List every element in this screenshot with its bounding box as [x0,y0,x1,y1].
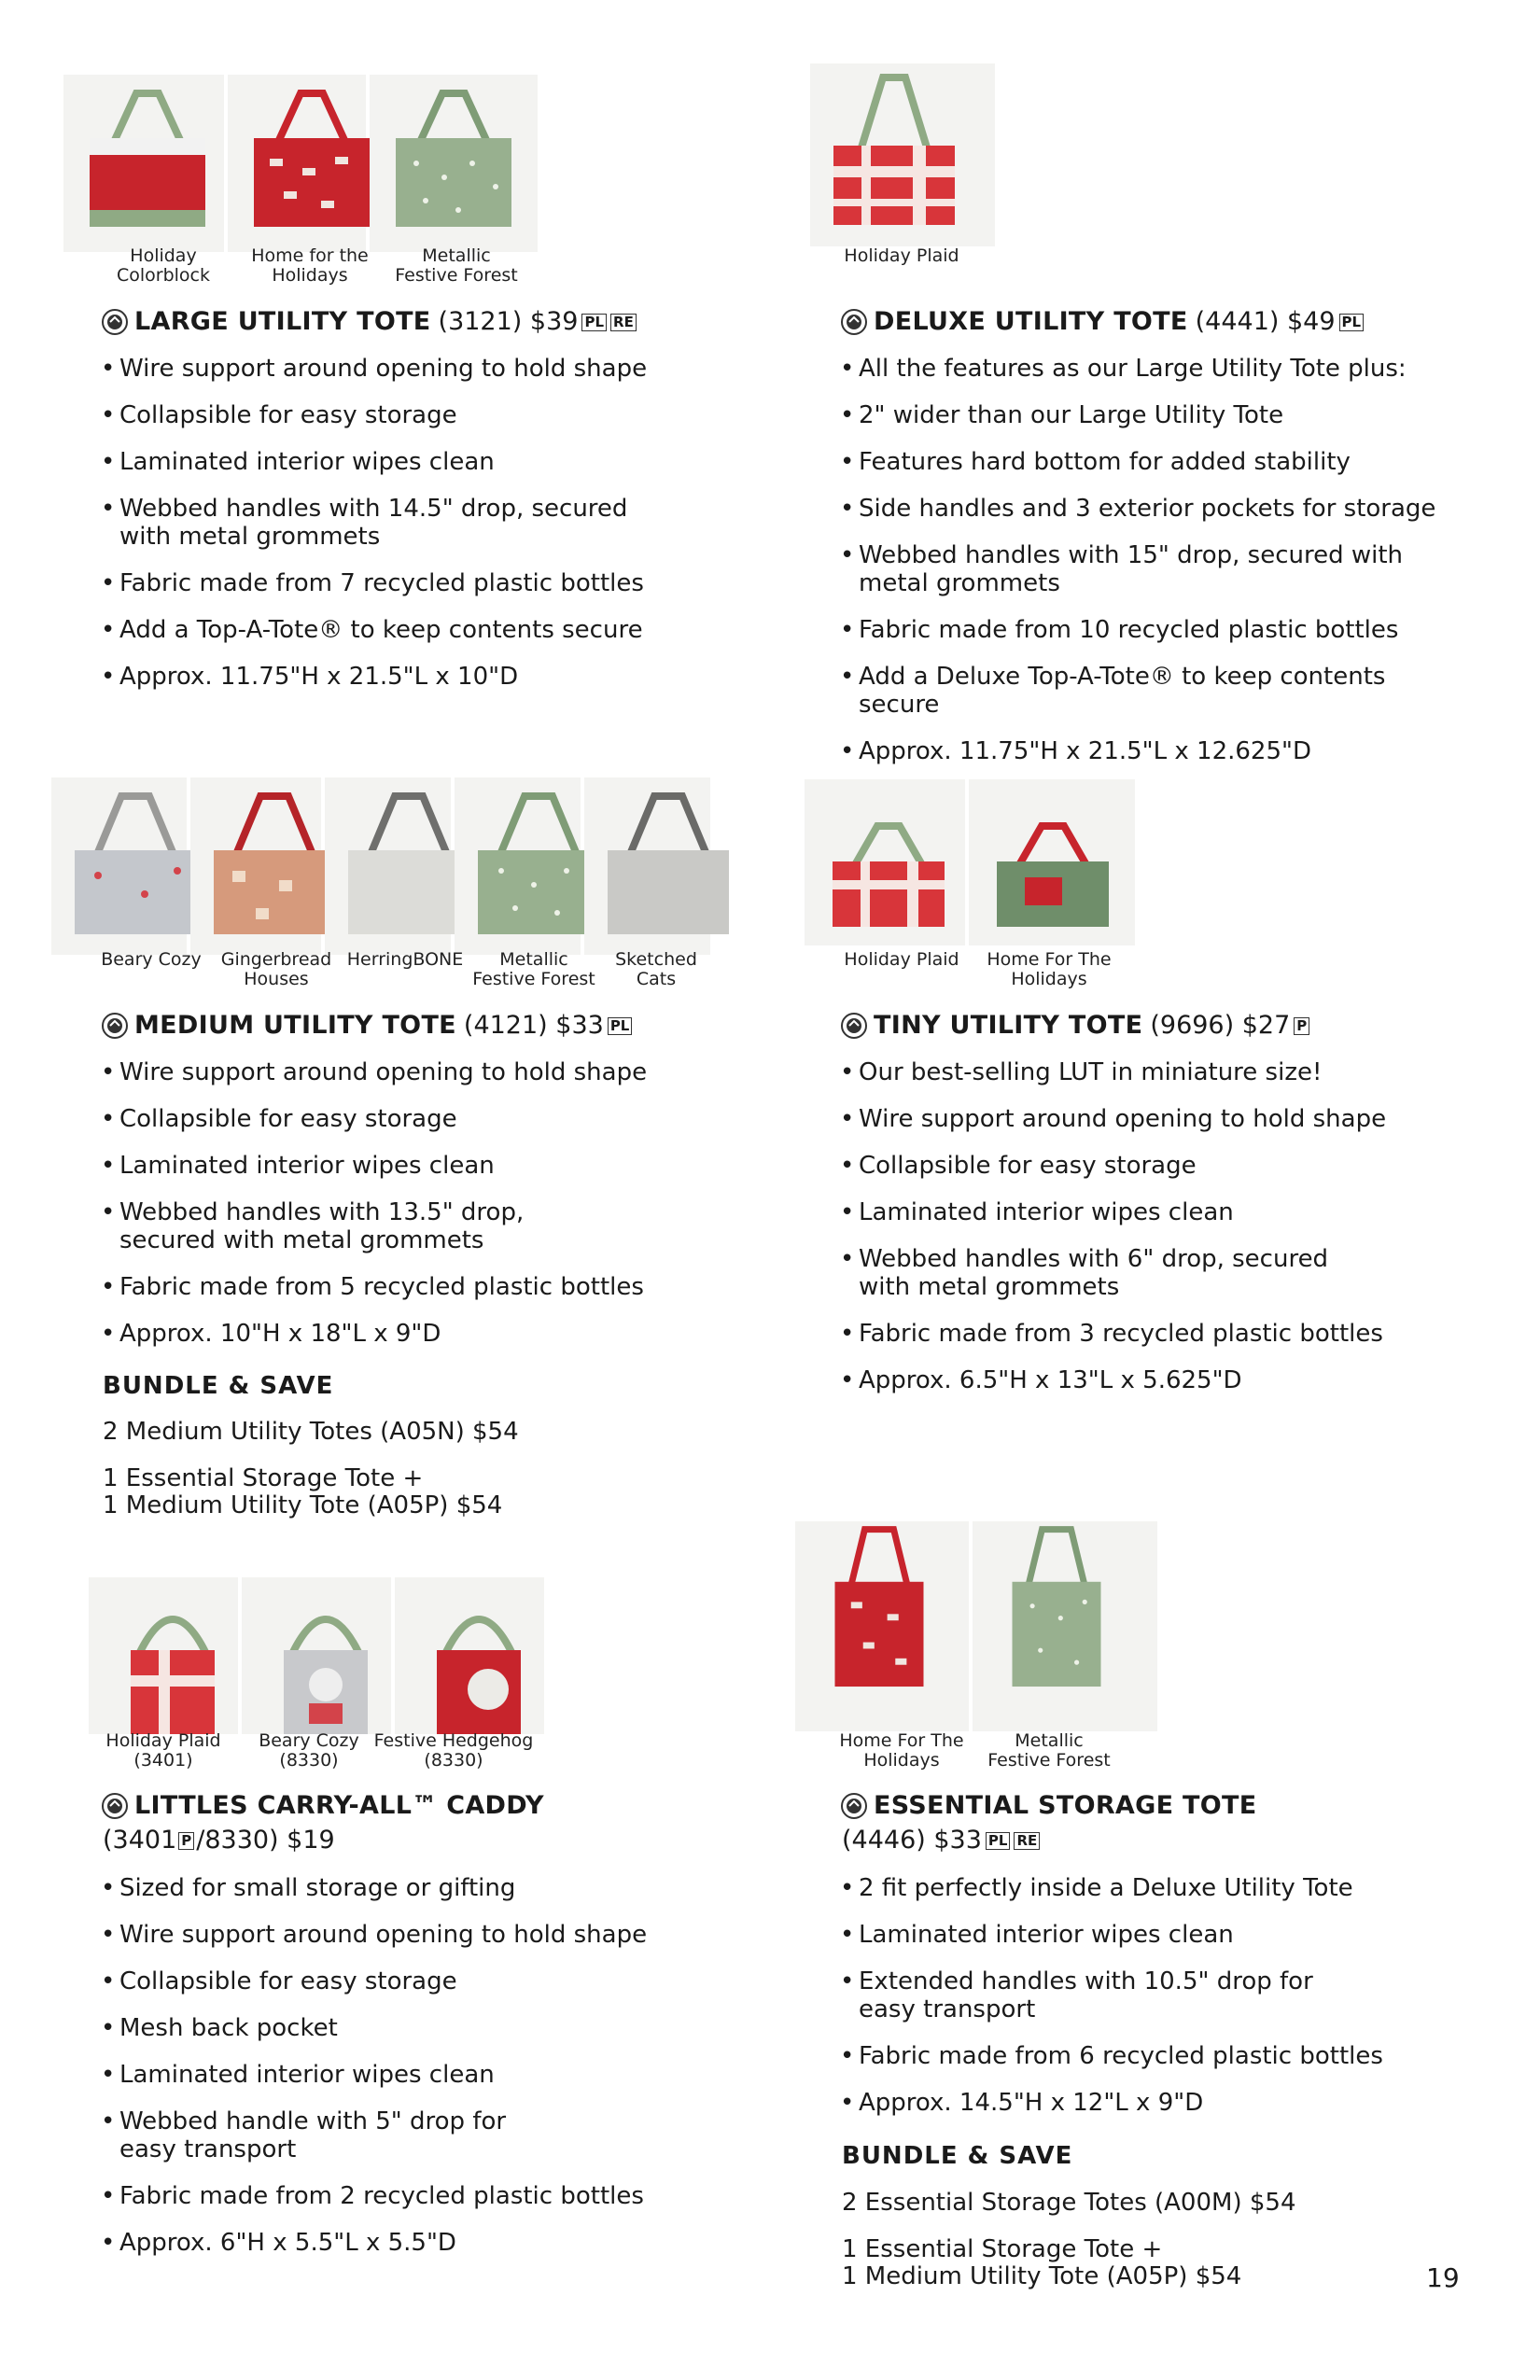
badge-p: P [1294,1017,1309,1035]
badge-pl: PL [1339,314,1365,331]
product-image-holiday-colorblock[interactable] [63,75,224,252]
page-number: 19 [1426,2262,1460,2293]
feature-item: • Approx. 11.75"H x 21.5"L x 12.625"D [840,737,1456,765]
product-price: (9696) $27 [1150,1011,1291,1040]
badge-pl: PL [608,1017,633,1035]
product-name: TINY UTILITY TOTE [874,1011,1143,1040]
badge-pl: PL [581,314,607,331]
essential-tote-title [840,1790,1256,1822]
feature-item: • Fabric made from 10 recycled plastic bottles [840,616,1456,644]
product-image-beary-cozy-caddy[interactable] [242,1577,391,1734]
product-image-festive-hedgehog-caddy[interactable] [395,1577,544,1734]
product-image-holiday-plaid-tiny[interactable] [805,779,965,945]
badge-pl: PL [986,1832,1011,1850]
product-name: DELUXE UTILITY TOTE [874,307,1188,336]
recycle-icon [101,308,129,336]
feature-item: • All the features as our Large Utility Tote plus: [840,355,1456,383]
caption-gingerbread-houses: Gingerbread Houses [220,949,332,989]
caption-metallic-festive-forest-medium: Metallic Festive Forest [472,949,595,989]
feature-item: • Approx. 6"H x 5.5"L x 5.5"D [101,2229,679,2257]
caption-sketched-cats: Sketched Cats [615,949,697,989]
essential-tote-features [840,1874,1437,2135]
badge-p: P [178,1832,194,1850]
product-price: (4446) $33 [842,1826,982,1855]
product-image-home-for-holidays-tiny[interactable] [969,779,1135,945]
caption-home-for-holidays-essential: Home For The Holidays [839,1730,964,1771]
caption-holiday-plaid: Holiday Plaid [844,245,959,266]
feature-item: • Sized for small storage or gifting [101,1874,679,1902]
caption-home-for-holidays-tiny: Home For The Holidays [987,949,1112,989]
caption-herringbone: HerringBONE [346,949,464,970]
littles-caddy-thumbnails [89,1577,548,1734]
essential-tote-price-row [842,1825,1040,1856]
product-code: (3401 [103,1826,177,1855]
feature-item: • Webbed handles with 15" drop, secured with metal grommets [840,541,1456,597]
bundle-offer: 2 Medium Utility Totes (A05N) $54 [103,1418,519,1446]
feature-item: • Approx. 10"H x 18"L x 9"D [101,1320,661,1348]
feature-item: • 2" wider than our Large Utility Tote [840,401,1456,429]
bundle-offer: 2 Essential Storage Totes (A00M) $54 [842,2189,1296,2217]
feature-item: • Laminated interior wipes clean [101,2061,679,2089]
recycle-icon [840,308,868,336]
caption-metallic-festive-forest: Metallic Festive Forest [395,245,518,286]
medium-tote-title [101,1010,632,1042]
badge-re: RE [610,314,637,331]
littles-caddy-price-row [103,1825,335,1856]
bundle-offer: 1 Essential Storage Tote + 1 Medium Utility Tote (A05P) $54 [103,1464,503,1519]
feature-item: • Our best-selling LUT in miniature size! [840,1058,1437,1086]
product-image-herringbone[interactable] [325,777,451,955]
littles-caddy-features [101,1874,679,2275]
product-name: MEDIUM UTILITY TOTE [134,1011,456,1040]
feature-item: • Webbed handle with 5" drop for easy transport [101,2107,679,2163]
feature-item: • Fabric made from 2 recycled plastic bottles [101,2182,679,2210]
caption-beary-cozy-caddy: Beary Cozy (8330) [259,1730,359,1771]
product-name: LARGE UTILITY TOTE [134,307,431,336]
product-image-gingerbread-houses[interactable] [190,777,321,955]
product-image-holiday-plaid-caddy[interactable] [89,1577,238,1734]
feature-item: • Fabric made from 6 recycled plastic bottles [840,2042,1437,2070]
product-image-home-for-holidays[interactable] [228,75,366,252]
feature-item: • Add a Top-A-Tote® to keep contents secure [101,616,661,644]
feature-item: • Approx. 11.75"H x 21.5"L x 10"D [101,663,661,691]
feature-item: • Webbed handles with 14.5" drop, secured with metal grommets [101,495,661,551]
deluxe-tote-thumbnails [810,63,999,246]
large-tote-thumbnails [63,75,541,252]
caption-beary-cozy: Beary Cozy [101,949,202,970]
product-price: /8330) $19 [196,1826,335,1855]
badge-re: RE [1014,1832,1040,1850]
caption-holiday-plaid-caddy: Holiday Plaid (3401) [105,1730,221,1771]
recycle-icon [101,1012,129,1040]
product-image-metallic-festive-forest[interactable] [370,75,538,252]
feature-item: • Features hard bottom for added stability [840,448,1456,476]
bundle-offer: 1 Essential Storage Tote + 1 Medium Utility Tote (A05P) $54 [842,2235,1242,2290]
caption-holiday-plaid-tiny: Holiday Plaid [844,949,959,970]
recycle-icon [840,1012,868,1040]
product-image-holiday-plaid[interactable] [810,63,995,246]
feature-item: • Laminated interior wipes clean [840,1921,1437,1949]
feature-item: • Laminated interior wipes clean [101,448,661,476]
feature-item: • Wire support around opening to hold shape [101,1058,661,1086]
large-tote-features [101,355,661,709]
medium-tote-thumbnails [51,777,714,955]
bundle-save-heading-essential: BUNDLE & SAVE [842,2142,1073,2170]
deluxe-tote-features [840,355,1456,784]
bundle-save-heading: BUNDLE & SAVE [103,1372,334,1400]
caption-home-for-holidays: Home for the Holidays [251,245,369,286]
feature-item: • Approx. 14.5"H x 12"L x 9"D [840,2089,1437,2117]
caption-festive-hedgehog-caddy: Festive Hedgehog (8330) [373,1730,534,1771]
product-name: ESSENTIAL STORAGE TOTE [874,1791,1257,1820]
feature-item: • Wire support around opening to hold shape [840,1105,1437,1133]
recycle-icon [101,1792,129,1820]
essential-tote-thumbnails [795,1521,1161,1731]
deluxe-tote-title [840,306,1364,338]
feature-item: • Webbed handles with 6" drop, secured with metal grommets [840,1245,1437,1301]
feature-item: • Fabric made from 7 recycled plastic bottles [101,569,661,597]
feature-item: • Fabric made from 3 recycled plastic bottles [840,1320,1437,1348]
product-price: (4441) $49 [1195,307,1336,336]
feature-item: • Side handles and 3 exterior pockets for storage [840,495,1456,523]
product-image-metallic-festive-forest-essential[interactable] [973,1521,1157,1731]
feature-item: • Fabric made from 5 recycled plastic bottles [101,1273,661,1301]
feature-item: • Approx. 6.5"H x 13"L x 5.625"D [840,1366,1437,1394]
product-image-metallic-festive-forest-medium[interactable] [455,777,581,955]
tiny-tote-features [840,1058,1437,1413]
feature-item: • Collapsible for easy storage [101,401,661,429]
caption-holiday-colorblock: Holiday Colorblock [116,245,211,286]
feature-item: • Add a Deluxe Top-A-Tote® to keep contents secure [840,663,1456,719]
feature-item: • Extended handles with 10.5" drop for easy transport [840,1967,1437,2023]
caption-metallic-festive-forest-essential: Metallic Festive Forest [987,1730,1111,1771]
product-image-sketched-cats[interactable] [584,777,710,955]
feature-item: • Webbed handles with 13.5" drop, secured with metal grommets [101,1198,661,1254]
product-price: (4121) $33 [463,1011,604,1040]
product-price: (3121) $39 [438,307,579,336]
feature-item: • Mesh back pocket [101,2014,679,2042]
product-image-home-for-holidays-essential[interactable] [795,1521,969,1731]
large-tote-title [101,306,637,338]
feature-item: • Wire support around opening to hold shape [101,1921,679,1949]
feature-item: • Laminated interior wipes clean [840,1198,1437,1226]
medium-tote-features [101,1058,661,1366]
feature-item: • Wire support around opening to hold shape [101,355,661,383]
tiny-tote-title [840,1010,1309,1042]
recycle-icon [840,1792,868,1820]
feature-item: • 2 fit perfectly inside a Deluxe Utility Tote [840,1874,1437,1902]
feature-item: • Laminated interior wipes clean [101,1152,661,1180]
feature-item: • Collapsible for easy storage [840,1152,1437,1180]
littles-caddy-title [101,1790,544,1822]
tiny-tote-thumbnails [805,779,1139,945]
feature-item: • Collapsible for easy storage [101,1967,679,1995]
product-image-beary-cozy[interactable] [51,777,187,955]
feature-item: • Collapsible for easy storage [101,1105,661,1133]
product-name: LITTLES CARRY-ALL™ CADDY [134,1791,544,1820]
